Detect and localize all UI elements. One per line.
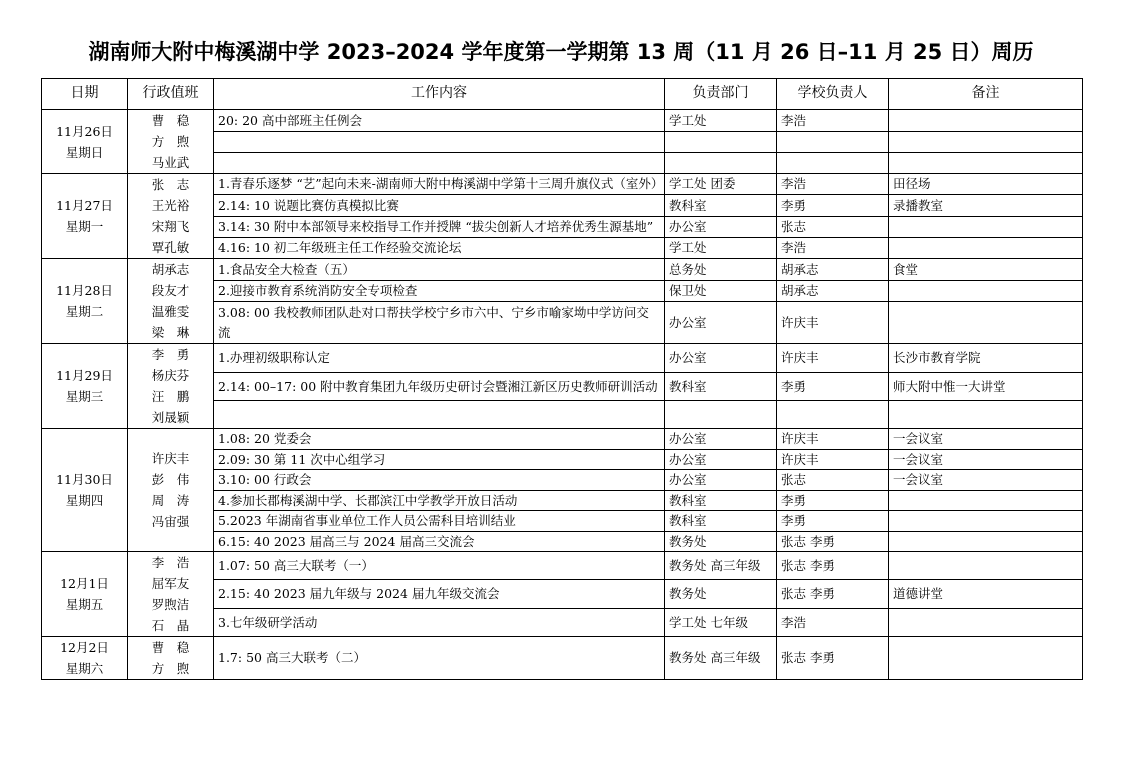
content-cell: 4.16: 10 初二年级班主任工作经验交流论坛 xyxy=(214,237,665,258)
person-cell xyxy=(777,401,889,429)
date-text: 12月1日 xyxy=(60,576,109,591)
dept-cell: 教务处 高三年级 xyxy=(665,637,777,680)
person-cell: 李浩 xyxy=(777,174,889,195)
date-cell xyxy=(42,110,128,174)
date-cell xyxy=(42,344,128,429)
date-cell xyxy=(42,174,128,259)
dept-cell: 教科室 xyxy=(665,490,777,511)
duty-name: 宋翔飞 xyxy=(151,219,190,234)
content-cell xyxy=(214,131,665,152)
duty-name: 李 浩 xyxy=(151,555,190,570)
dept-cell: 学工处 七年级 xyxy=(665,608,777,636)
content-cell: 2.迎接市教育系统消防安全专项检查 xyxy=(214,280,665,302)
note-cell xyxy=(889,237,1083,258)
note-cell: 一会议室 xyxy=(889,449,1083,470)
dept-cell: 总务处 xyxy=(665,259,777,281)
note-cell xyxy=(889,280,1083,302)
dept-cell: 教科室 xyxy=(665,195,777,216)
note-cell: 一会议室 xyxy=(889,429,1083,450)
date-text: 11月28日 xyxy=(56,283,113,298)
note-cell xyxy=(889,511,1083,532)
duty-name: 方 煦 xyxy=(151,134,190,149)
duty-name: 覃孔敏 xyxy=(151,240,190,255)
person-cell: 许庆丰 xyxy=(777,429,889,450)
note-cell: 道德讲堂 xyxy=(889,580,1083,608)
date-cell xyxy=(42,637,128,680)
header-date: 日期 xyxy=(42,79,128,110)
date-cell xyxy=(42,259,128,344)
weekday-text: 星期四 xyxy=(65,493,104,508)
table-row xyxy=(42,429,1083,450)
duty-name: 冯宙强 xyxy=(151,514,190,529)
duty-name: 马业武 xyxy=(151,155,190,170)
duty-name: 王光裕 xyxy=(151,198,190,213)
person-cell: 李勇 xyxy=(777,490,889,511)
duty-name: 许庆丰 xyxy=(151,451,190,466)
duty-name: 杨庆芬 xyxy=(151,368,190,383)
table-row xyxy=(42,552,1083,580)
duty-name: 李 勇 xyxy=(151,347,190,362)
content-cell xyxy=(214,152,665,173)
dept-cell: 保卫处 xyxy=(665,280,777,302)
dept-cell: 办公室 xyxy=(665,470,777,491)
dept-cell: 教科室 xyxy=(665,511,777,532)
note-cell xyxy=(889,490,1083,511)
dept-cell: 学工处 团委 xyxy=(665,174,777,195)
content-cell: 2.14: 10 说题比赛仿真模拟比赛 xyxy=(214,195,665,216)
header-content: 工作内容 xyxy=(214,79,665,110)
weekday-text: 星期一 xyxy=(65,219,104,234)
page-title: 湖南师大附中梅溪湖中学 2023–2024 学年度第一学期第 13 周（11 月 26 日–11 月 25 日）周历 xyxy=(88,40,1034,64)
note-cell xyxy=(889,608,1083,636)
content-cell: 1.7: 50 高三大联考（二） xyxy=(214,637,665,680)
header-duty: 行政值班 xyxy=(128,79,214,110)
note-cell: 田径场 xyxy=(889,174,1083,195)
person-cell: 张志 李勇 xyxy=(777,552,889,580)
note-cell xyxy=(889,131,1083,152)
person-cell: 许庆丰 xyxy=(777,449,889,470)
duty-name: 段友才 xyxy=(151,283,190,298)
person-cell: 李浩 xyxy=(777,110,889,132)
header-person: 学校负责人 xyxy=(777,79,889,110)
person-cell xyxy=(777,131,889,152)
dept-cell: 办公室 xyxy=(665,429,777,450)
content-cell: 2.09: 30 第 11 次中心组学习 xyxy=(214,449,665,470)
content-cell: 1.办理初级职称认定 xyxy=(214,344,665,373)
weekday-text: 星期六 xyxy=(65,661,104,676)
person-cell: 胡承志 xyxy=(777,259,889,281)
duty-name: 刘晟颖 xyxy=(151,410,190,425)
duty-cell xyxy=(128,429,214,552)
duty-cell xyxy=(128,110,214,174)
duty-name: 罗煦洁 xyxy=(151,597,190,612)
header-note: 备注 xyxy=(889,79,1083,110)
header-dept: 负责部门 xyxy=(665,79,777,110)
content-cell: 6.15: 40 2023 届高三与 2024 届高三交流会 xyxy=(214,531,665,552)
person-cell: 李浩 xyxy=(777,608,889,636)
dept-cell: 办公室 xyxy=(665,216,777,237)
duty-cell xyxy=(128,637,214,680)
person-cell: 李浩 xyxy=(777,237,889,258)
dept-cell: 教务处 xyxy=(665,531,777,552)
duty-cell xyxy=(128,552,214,637)
person-cell xyxy=(777,152,889,173)
person-cell: 李勇 xyxy=(777,372,889,401)
person-cell: 张志 xyxy=(777,216,889,237)
duty-name: 曹 稳 xyxy=(151,640,190,655)
content-cell: 3.14: 30 附中本部领导来校指导工作并授牌 “拔尖创新人才培养优秀生源基地” xyxy=(214,216,665,237)
dept-cell: 学工处 xyxy=(665,237,777,258)
person-cell: 许庆丰 xyxy=(777,302,889,344)
duty-cell xyxy=(128,174,214,259)
note-cell xyxy=(889,152,1083,173)
duty-name: 曹 稳 xyxy=(151,113,190,128)
schedule-body xyxy=(42,110,1083,680)
note-cell xyxy=(889,110,1083,132)
date-cell xyxy=(42,552,128,637)
content-cell: 2.15: 40 2023 届九年级与 2024 届九年级交流会 xyxy=(214,580,665,608)
date-text: 11月27日 xyxy=(56,198,113,213)
duty-name: 彭 伟 xyxy=(151,472,190,487)
person-cell: 李勇 xyxy=(777,195,889,216)
date-text: 11月26日 xyxy=(56,123,113,139)
person-cell: 胡承志 xyxy=(777,280,889,302)
duty-name: 张 志 xyxy=(151,177,190,192)
header-row xyxy=(42,79,1083,110)
note-cell xyxy=(889,531,1083,552)
note-cell: 食堂 xyxy=(889,259,1083,281)
dept-cell: 办公室 xyxy=(665,344,777,373)
content-cell xyxy=(214,401,665,429)
content-cell: 20: 20 高中部班主任例会 xyxy=(214,110,665,132)
dept-cell: 学工处 xyxy=(665,110,777,132)
person-cell: 张志 李勇 xyxy=(777,531,889,552)
content-cell: 3.08: 00 我校教师团队赴对口帮扶学校宁乡市六中、宁乡市喻家坳中学访问交流 xyxy=(214,302,665,344)
dept-cell xyxy=(665,401,777,429)
table-row xyxy=(42,344,1083,373)
date-text: 11月29日 xyxy=(56,368,113,383)
duty-name: 胡承志 xyxy=(151,262,190,277)
person-cell: 李勇 xyxy=(777,511,889,532)
date-cell xyxy=(42,429,128,552)
table-row xyxy=(42,637,1083,680)
duty-name: 方 煦 xyxy=(151,661,190,676)
content-cell: 3.10: 00 行政会 xyxy=(214,470,665,491)
weekday-text: 星期三 xyxy=(65,389,104,404)
table-row xyxy=(42,259,1083,281)
dept-cell xyxy=(665,131,777,152)
weekday-text: 星期二 xyxy=(65,304,104,319)
dept-cell: 教务处 xyxy=(665,580,777,608)
note-cell: 师大附中惟一大讲堂 xyxy=(889,372,1083,401)
note-cell: 一会议室 xyxy=(889,470,1083,491)
content-cell: 1.08: 20 党委会 xyxy=(214,429,665,450)
dept-cell: 教务处 高三年级 xyxy=(665,552,777,580)
dept-cell: 办公室 xyxy=(665,302,777,344)
duty-name: 周 涛 xyxy=(151,493,190,508)
table-row xyxy=(42,110,1083,132)
duty-name: 汪 鹏 xyxy=(151,389,190,404)
note-cell xyxy=(889,302,1083,344)
note-cell xyxy=(889,637,1083,680)
duty-name: 梁 琳 xyxy=(151,325,190,340)
schedule-table xyxy=(41,78,1083,680)
dept-cell xyxy=(665,152,777,173)
table-row xyxy=(42,174,1083,195)
duty-cell xyxy=(128,259,214,344)
duty-name: 温雅雯 xyxy=(151,304,190,319)
date-text: 11月30日 xyxy=(56,472,113,487)
person-cell: 张志 xyxy=(777,470,889,491)
note-cell xyxy=(889,216,1083,237)
dept-cell: 办公室 xyxy=(665,449,777,470)
content-cell: 4.参加长郡梅溪湖中学、长郡滨江中学教学开放日活动 xyxy=(214,490,665,511)
content-cell: 1.07: 50 高三大联考（一） xyxy=(214,552,665,580)
duty-name: 屈军友 xyxy=(151,576,190,591)
content-cell: 1.食品安全大检查（五） xyxy=(214,259,665,281)
person-cell: 张志 李勇 xyxy=(777,637,889,680)
note-cell: 录播教室 xyxy=(889,195,1083,216)
content-cell: 2.14: 00–17: 00 附中教育集团九年级历史研讨会暨湘江新区历史教师研训活动 xyxy=(214,372,665,401)
person-cell: 张志 李勇 xyxy=(777,580,889,608)
weekday-text: 星期五 xyxy=(65,597,104,612)
person-cell: 许庆丰 xyxy=(777,344,889,373)
content-cell: 3.七年级研学活动 xyxy=(214,608,665,636)
note-cell xyxy=(889,552,1083,580)
duty-name: 石 晶 xyxy=(151,618,190,633)
note-cell: 长沙市教育学院 xyxy=(889,344,1083,373)
note-cell xyxy=(889,401,1083,429)
content-cell: 1.青春乐逐梦 “艺”起向未来-湖南师大附中梅溪湖中学第十三周升旗仪式（室外） xyxy=(214,174,665,195)
content-cell: 5.2023 年湖南省事业单位工作人员公需科目培训结业 xyxy=(214,511,665,532)
weekday-text: 星期日 xyxy=(65,144,104,160)
duty-cell xyxy=(128,344,214,429)
dept-cell: 教科室 xyxy=(665,372,777,401)
date-text: 12月2日 xyxy=(60,640,109,655)
